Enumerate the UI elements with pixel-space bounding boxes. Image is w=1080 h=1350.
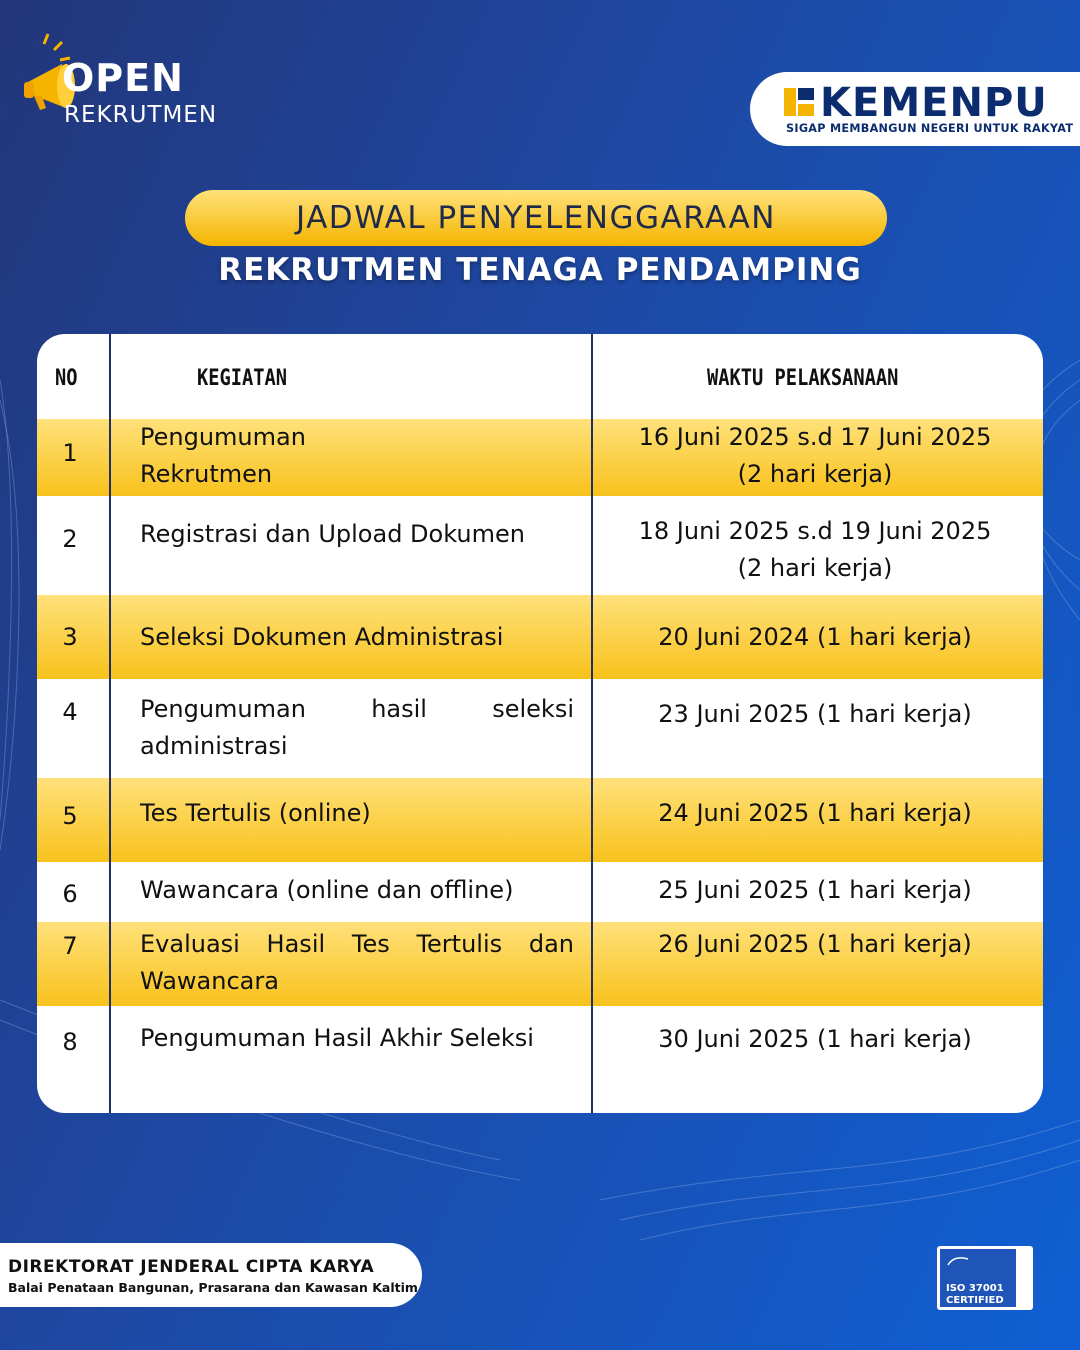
row-waktu-line: 30 Juni 2025 (1 hari kerja) — [658, 1025, 972, 1053]
page-title: JADWAL PENYELENGGARAAN — [295, 200, 776, 236]
column-divider — [591, 334, 593, 1113]
row-waktu — [595, 795, 1035, 832]
iso-certified-badge — [937, 1246, 1033, 1310]
row-number: 1 — [62, 439, 78, 467]
row-waktu-line: (2 hari kerja) — [737, 460, 893, 488]
row-kegiatan — [140, 516, 574, 553]
row-kegiatan-line: Wawancara (online dan offline) — [140, 876, 514, 904]
table-row — [37, 679, 1043, 778]
table-row — [37, 778, 1043, 862]
row-waktu — [595, 696, 1035, 733]
row-kegiatan — [140, 691, 574, 765]
iso-text — [946, 1283, 1004, 1307]
row-number: 3 — [62, 623, 78, 651]
table-row — [37, 922, 1043, 1006]
row-number: 6 — [62, 880, 78, 908]
brand-tagline: SIGAP MEMBANGUN NEGERI UNTUK RAKYAT — [786, 122, 1074, 135]
row-waktu-line: (2 hari kerja) — [737, 554, 893, 582]
row-waktu-line: 20 Juni 2024 (1 hari kerja) — [658, 623, 972, 651]
schedule-table — [37, 334, 1043, 1113]
footer-org: DIREKTORAT JENDERAL CIPTA KARYA — [8, 1257, 375, 1277]
table-row — [37, 496, 1043, 595]
row-waktu-line: 26 Juni 2025 (1 hari kerja) — [658, 930, 972, 958]
row-kegiatan-line: Pengumuman Hasil Akhir Seleksi — [140, 1024, 534, 1052]
row-waktu-line: 24 Juni 2025 (1 hari kerja) — [658, 799, 972, 827]
row-waktu-line: 16 Juni 2025 s.d 17 Juni 2025 — [638, 423, 992, 451]
brand-name — [820, 80, 1048, 126]
header-waktu: WAKTU PELAKSANAAN — [707, 366, 899, 391]
iso-line1: ISO 37001 — [946, 1283, 1004, 1294]
footer-unit: Balai Penataan Bangunan, Prasarana dan Kawasan Kaltim — [8, 1280, 418, 1295]
row-waktu — [595, 513, 1035, 587]
row-waktu — [595, 1021, 1035, 1058]
row-kegiatan — [140, 795, 574, 832]
row-kegiatan-line: Seleksi Dokumen Administrasi — [140, 623, 504, 651]
row-number: 5 — [62, 802, 78, 830]
row-waktu-line: 25 Juni 2025 (1 hari kerja) — [658, 876, 972, 904]
brand-name-b: PU — [983, 80, 1048, 126]
footer-badge — [0, 1243, 422, 1307]
open-title: OPEN — [62, 56, 184, 100]
row-kegiatan — [140, 619, 574, 656]
row-kegiatan — [140, 926, 574, 1000]
row-kegiatan-line: Pengumuman — [140, 423, 306, 451]
table-row — [37, 862, 1043, 922]
row-kegiatan-line: Pengumuman hasil seleksi — [140, 695, 574, 723]
row-kegiatan-line: Registrasi dan Upload Dokumen — [140, 520, 525, 548]
row-waktu — [595, 419, 1035, 493]
row-kegiatan-line: administrasi — [140, 732, 288, 760]
header-no: NO — [55, 366, 78, 391]
row-kegiatan — [140, 872, 574, 909]
page-subtitle: REKRUTMEN TENAGA PENDAMPING — [218, 252, 862, 288]
row-kegiatan-line: Rekrutmen — [140, 460, 273, 488]
open-subtitle: REKRUTMEN — [64, 102, 218, 128]
table-row — [37, 595, 1043, 679]
header-kegiatan: KEGIATAN — [197, 366, 288, 391]
row-kegiatan-line: Wawancara — [140, 967, 279, 995]
row-kegiatan — [140, 419, 574, 493]
row-number: 4 — [62, 698, 78, 726]
iso-panel — [940, 1249, 1016, 1307]
iso-logo-icon — [946, 1255, 970, 1267]
row-waktu-line: 23 Juni 2025 (1 hari kerja) — [658, 700, 972, 728]
row-number: 8 — [62, 1028, 78, 1056]
kemenpu-mark-icon — [782, 84, 818, 120]
row-number: 7 — [62, 932, 78, 960]
row-waktu-line: 18 Juni 2025 s.d 19 Juni 2025 — [638, 517, 992, 545]
brand-name-a: KEMEN — [820, 80, 984, 126]
column-divider — [109, 334, 111, 1113]
row-kegiatan-line: Evaluasi Hasil Tes Tertulis dan — [140, 930, 574, 958]
table-row — [37, 1006, 1043, 1113]
row-waktu — [595, 619, 1035, 656]
iso-line2: CERTIFIED — [946, 1295, 1004, 1306]
row-kegiatan — [140, 1020, 574, 1057]
row-waktu — [595, 926, 1035, 963]
kemenpu-logo — [750, 72, 1080, 146]
row-number: 2 — [62, 525, 78, 553]
title-pill — [185, 190, 887, 246]
table-row — [37, 419, 1043, 496]
row-waktu — [595, 872, 1035, 909]
row-kegiatan-line: Tes Tertulis (online) — [140, 799, 371, 827]
